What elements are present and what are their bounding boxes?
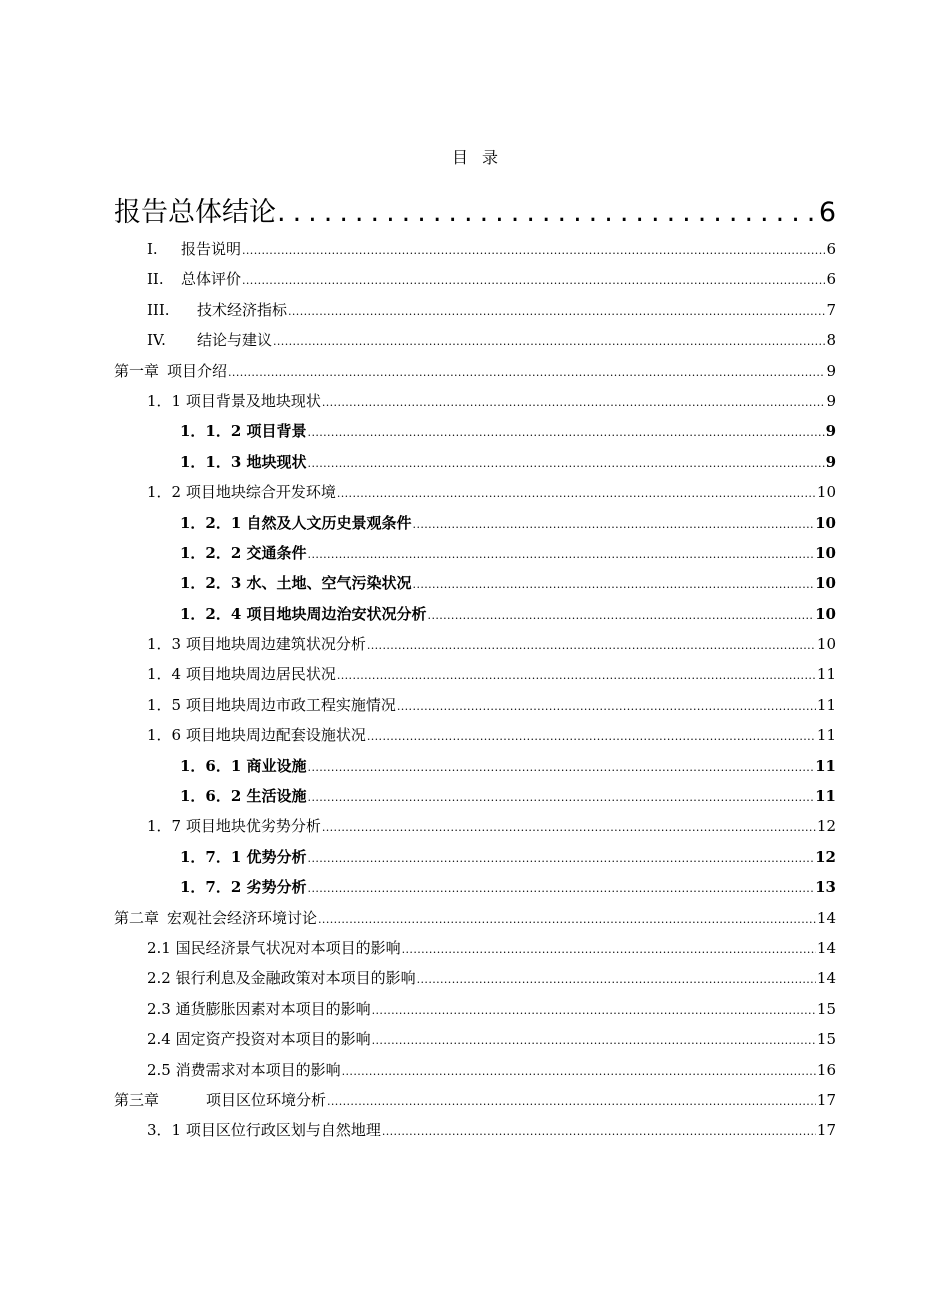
toc-leader — [288, 297, 825, 327]
toc-leader — [367, 722, 816, 752]
toc-entry[interactable] — [114, 538, 836, 568]
toc-leader — [228, 358, 825, 388]
toc-entry-label: 技术经济指标 — [197, 300, 288, 319]
toc-leader — [308, 783, 815, 813]
toc-entry[interactable] — [114, 629, 836, 659]
toc-page-number: 17 — [816, 1121, 836, 1140]
toc-entry-label: 1．2 项目地块综合开发环境 — [147, 483, 336, 502]
toc-entry-number: 第一章 — [114, 361, 160, 380]
toc-leader — [337, 479, 816, 509]
toc-page-number: 10 — [815, 513, 836, 532]
toc-page-number: 11 — [816, 695, 836, 714]
toc-entry-number: IV. — [147, 331, 166, 350]
toc-entry[interactable] — [114, 568, 836, 598]
toc-leader — [402, 935, 816, 965]
toc-entry-label: 结论与建议 — [197, 331, 273, 350]
toc-page-number: 13 — [815, 878, 836, 897]
toc-page-number: 9 — [825, 452, 836, 471]
toc-leader — [397, 692, 816, 722]
toc-leader — [428, 601, 815, 631]
toc-entry[interactable] — [114, 751, 836, 781]
toc-entry[interactable] — [114, 416, 836, 446]
toc-page-number: 9 — [826, 361, 836, 380]
toc-leader — [318, 905, 816, 935]
toc-entry-number: I. — [147, 240, 158, 258]
toc-page-number: 17 — [816, 1090, 836, 1109]
toc-entry[interactable] — [114, 508, 836, 538]
toc-leader — [308, 753, 815, 783]
toc-entry-label: 1．3 项目地块周边建筑状况分析 — [147, 635, 366, 654]
toc-page-number: 11 — [816, 726, 836, 745]
toc-leader — [382, 1117, 816, 1147]
toc-entry[interactable] — [114, 659, 836, 689]
toc-entry-label: 2.1 国民经济景气状况对本项目的影响 — [147, 938, 401, 957]
toc-entry-label: 1．7．2 劣势分析 — [180, 878, 307, 897]
toc-entry-label: 3．1 项目区位行政区划与自然地理 — [147, 1121, 381, 1140]
toc-page-number: 7 — [826, 300, 836, 319]
toc-leader — [372, 996, 816, 1026]
toc-page-number: 9 — [826, 391, 836, 410]
toc-entry-label: 2.4 固定资产投资对本项目的影响 — [147, 1030, 371, 1049]
toc-leader — [327, 1087, 816, 1117]
toc-page-number: 10 — [815, 543, 836, 562]
toc-leader — [322, 388, 826, 418]
toc-entry[interactable] — [114, 599, 836, 629]
page-title: 目录 — [451, 148, 512, 167]
toc-entry-label: 1．7．1 优势分析 — [180, 847, 307, 866]
toc-entry[interactable] — [114, 1055, 836, 1085]
toc-leader — [372, 1026, 816, 1056]
toc-page-number: 12 — [816, 817, 836, 836]
toc-entry-label: 报告总体结论 — [114, 197, 276, 228]
toc-entry-label: 总体评价 — [181, 270, 242, 289]
toc-entry[interactable] — [114, 933, 836, 963]
toc-page-number: 10 — [815, 604, 836, 623]
toc-entry-label: 1．2．2 交通条件 — [180, 543, 307, 562]
toc-page-number: 9 — [825, 422, 836, 441]
toc-entry-number: 第二章 — [114, 908, 160, 927]
toc-entry-number: 第三章 — [114, 1090, 160, 1109]
toc-leader — [242, 266, 825, 296]
toc-entry[interactable] — [114, 994, 836, 1024]
toc-entry-label: 1．6 项目地块周边配套设施状况 — [147, 726, 366, 745]
toc-entry-label: 2.3 通货膨胀因素对本项目的影响 — [147, 999, 371, 1018]
toc-leader — [337, 661, 816, 691]
toc-entry[interactable] — [114, 963, 836, 993]
toc-leader — [308, 844, 815, 874]
toc-entry-label: 1．1．2 项目背景 — [180, 422, 307, 441]
toc-page-number: 10 — [816, 635, 836, 654]
toc-page-number: 14 — [816, 938, 836, 957]
toc-entry-label: 1．2．1 自然及人文历史景观条件 — [180, 513, 412, 532]
toc-entry-number: III. — [147, 300, 170, 319]
toc-entry-label: 1．4 项目地块周边居民状况 — [147, 665, 336, 684]
toc-entry[interactable] — [114, 192, 836, 234]
table-of-contents — [114, 192, 836, 1146]
toc-entry[interactable] — [114, 720, 836, 750]
toc-leader — [308, 418, 825, 448]
toc-entry[interactable] — [114, 447, 836, 477]
toc-entry[interactable] — [114, 842, 836, 872]
toc-page-number: 15 — [816, 1030, 836, 1049]
toc-entry[interactable] — [114, 690, 836, 720]
toc-entry-label: 1．6．2 生活设施 — [180, 787, 307, 806]
toc-entry-label: 1．1．3 地块现状 — [180, 452, 307, 471]
toc-page-number: 14 — [816, 969, 836, 988]
toc-leader — [242, 236, 825, 266]
toc-page-number: 16 — [816, 1060, 836, 1079]
toc-entry-label: 报告说明 — [181, 240, 242, 258]
toc-entry[interactable] — [114, 386, 836, 416]
toc-leader — [273, 327, 825, 357]
toc-entry-label: 1．5 项目地块周边市政工程实施情况 — [147, 695, 396, 714]
toc-leader — [413, 570, 815, 600]
toc-leader — [277, 192, 818, 234]
toc-entry-label: 1．2．3 水、土地、空气污染状况 — [180, 574, 412, 593]
toc-page-number: 11 — [815, 756, 836, 775]
toc-entry[interactable] — [114, 356, 836, 386]
toc-entry[interactable] — [114, 1115, 836, 1145]
toc-page-number: 14 — [816, 908, 836, 927]
toc-leader — [367, 631, 816, 661]
toc-entry[interactable] — [114, 811, 836, 841]
toc-page-number: 11 — [815, 787, 836, 806]
toc-entry[interactable] — [114, 477, 836, 507]
toc-entry[interactable] — [114, 781, 836, 811]
toc-page-number: 12 — [815, 847, 836, 866]
toc-entry[interactable] — [114, 295, 836, 325]
toc-leader — [322, 813, 816, 843]
toc-entry-label: 宏观社会经济环境讨论 — [167, 908, 318, 927]
toc-entry-number: II. — [147, 270, 164, 289]
toc-leader — [417, 965, 816, 995]
toc-entry-label: 1．6．1 商业设施 — [180, 756, 307, 775]
toc-entry-label: 项目区位环境分析 — [206, 1090, 327, 1109]
toc-page-number: 10 — [816, 483, 836, 502]
toc-page-number: 6 — [818, 197, 836, 228]
toc-page-number: 8 — [826, 331, 836, 350]
toc-page-number: 6 — [826, 270, 836, 289]
toc-entry-label: 1．7 项目地块优劣势分析 — [147, 817, 321, 836]
toc-entry-label: 1．2．4 项目地块周边治安状况分析 — [180, 604, 427, 623]
toc-entry[interactable] — [114, 1085, 836, 1115]
toc-page-number: 15 — [816, 999, 836, 1018]
toc-entry[interactable] — [114, 1024, 836, 1054]
toc-entry[interactable] — [114, 234, 836, 264]
toc-entry[interactable] — [114, 325, 836, 355]
toc-page-number: 11 — [816, 665, 836, 684]
toc-leader — [413, 510, 815, 540]
toc-entry-label: 项目介绍 — [167, 361, 228, 380]
toc-leader — [308, 874, 815, 904]
toc-leader — [308, 449, 825, 479]
toc-entry-label: 2.5 消费需求对本项目的影响 — [147, 1060, 341, 1079]
toc-entry[interactable] — [114, 264, 836, 294]
toc-page-number: 6 — [826, 240, 836, 258]
toc-entry[interactable] — [114, 903, 836, 933]
toc-leader — [308, 540, 815, 570]
toc-entry[interactable] — [114, 872, 836, 902]
toc-leader — [342, 1057, 816, 1087]
toc-entry-label: 2.2 银行利息及金融政策对本项目的影响 — [147, 969, 416, 988]
toc-entry-label: 1．1 项目背景及地块现状 — [147, 391, 321, 410]
toc-page-number: 10 — [815, 574, 836, 593]
